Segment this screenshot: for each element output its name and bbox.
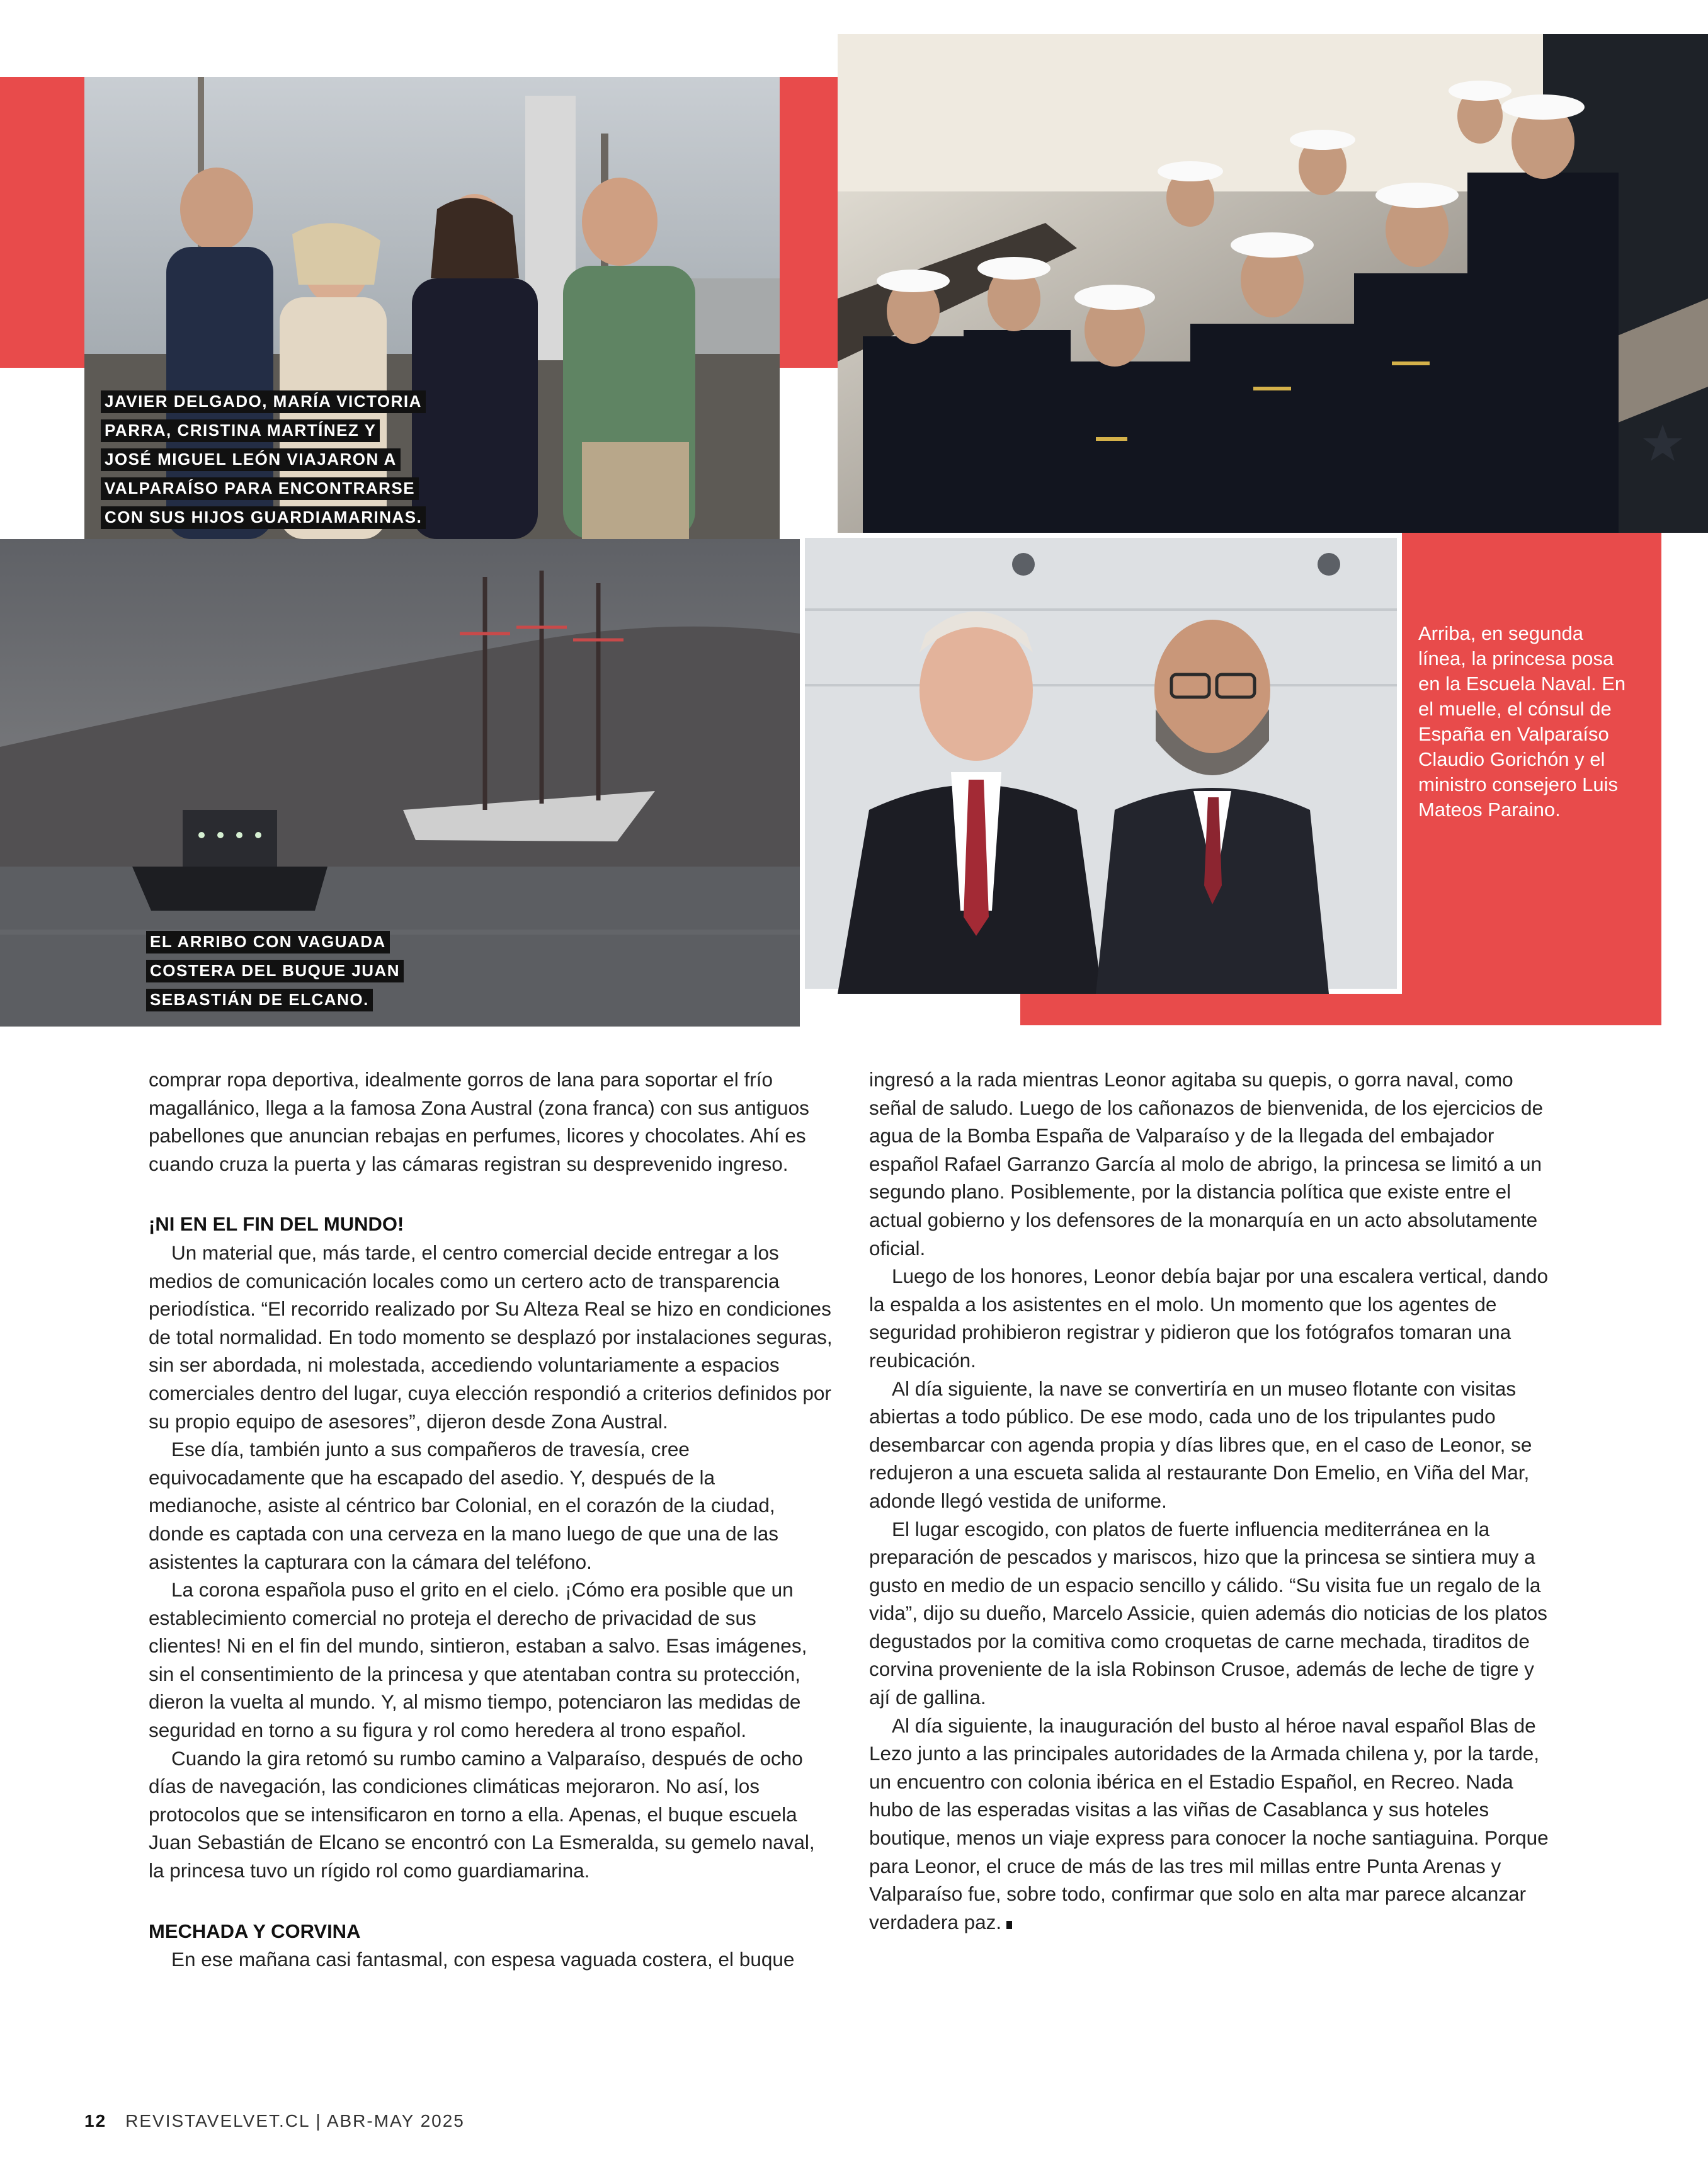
article-paragraph: Ese día, también junto a sus compañeros de travesía, cree equivocadamente que ha escapado del asedio. Y, después de la medianoche, asiste al céntrico bar Colonial, en el corazón de la ciudad, donde es captada con una cerveza en la mano luego de que una de las asistentes la capturara con la cámara del teléfono. — [149, 1438, 779, 1573]
final-paragraph-text: Al día siguiente, la inauguración del busto al héroe naval español Blas de Lezo junto a las principales autoridades de la Armada chilena y, por la tarde, un encuentro con colonia ibérica en el Estadio Español, en Recreo. Nada hubo de las esperadas visitas a las viñas de Casablanca y sus hoteles boutique, menos un viaje express para conocer la noche santiaguina. Porque para Leonor, el cruce de más de las tres mil millas entre Punta Arenas y Valparaíso fue, sobre todo, confirmar que solo en alta mar parece alcanzar verdadera paz. — [869, 1714, 1549, 1933]
naval-officers-photo — [838, 34, 1708, 533]
consul-photo — [800, 533, 1402, 994]
page-number: 12 — [84, 2111, 107, 2131]
ship-photo-caption: EL ARRIBO CON VAGUADA COSTERA DEL BUQUE JUAN SEBASTIÁN DE ELCANO. — [146, 927, 411, 1014]
article-paragraph: El lugar escogido, con platos de fuerte influencia mediterránea en la preparación de pescados y mariscos, hizo que la princesa se sintiera muy a gusto en medio de un espacio sencillo y cálido. “Su visita fue un regalo de la vida”, dijo su dueño, Marcelo Assicie, quien además dio noticias de los platos degustados por la comitiva como croquetas de carne mechada, tiraditos de corvina proveniente de la isla Robinson Crusoe, además de leche de tigre y ají de gallina. — [869, 1517, 1547, 1709]
article-left-column — [149, 1066, 834, 1974]
article-paragraph: La corona española puso el grito en el cielo. ¡Cómo era posible que un establecimiento comercial no proteja el derecho de privacidad de sus clientes! Ni en el fin del mundo, sintieron, estaban a salvo. Esas imágenes, sin el consentimiento de la princesa y que atentaban contra su protección, dieron la vuelta al mundo. Y, al mismo tiempo, potenciaron las medidas de seguridad en torno a su figura y rol como heredera al trono español. — [149, 1578, 807, 1742]
article-paragraph: ingresó a la rada mientras Leonor agitaba su quepis, o gorra naval, como señal de saludo. Luego de los cañonazos de bienvenida, de los ejercicios de agua de la Bomba España de Valparaíso y de la llegada del embajador español Rafael Garranzo García al molo de abrigo, la princesa se limitó a un segundo plano. Posiblemente, por la distancia política que existe entre el actual gobierno y los defensores de la monarquía en un acto absolutamente oficial. — [869, 1068, 1544, 1260]
page-footer — [84, 2111, 465, 2131]
family-photo-caption: JAVIER DELGADO, MARÍA VICTORIA PARRA, CRISTINA MARTÍNEZ Y JOSÉ MIGUEL LEÓN VIAJARON A VALPARAÍSO PARA ENCONTRARSE CON SUS HIJOS GUARDIAMARINAS. — [101, 387, 428, 532]
end-of-article-mark — [1006, 1921, 1012, 1929]
article-paragraph: Luego de los honores, Leonor debía bajar por una escalera vertical, dando la espalda a los asistentes en el molo. Un momento que los agentes de seguridad prohibieron registrar y pidieron que los fotógrafos tomaran una reubicación. — [869, 1265, 1548, 1372]
section-heading-fin-del-mundo: ¡NI EN EL FIN DEL MUNDO! — [149, 1213, 404, 1236]
section-heading-mechada-y-corvina: MECHADA Y CORVINA — [149, 1920, 361, 1942]
consul-photo-caption: Arriba, en segunda línea, la princesa posa en la Escuela Naval. En el muelle, el cónsul de España en Valparaíso Claudio Gorichón y el ministro consejero Luis Mateos Paraino. — [1418, 622, 1626, 821]
article-paragraph: comprar ropa deportiva, idealmente gorros de lana para soportar el frío magallánico, llega a la famosa Zona Austral (zona franca) con sus antiguos pabellones que anuncian rebajas en perfumes, licores y chocolates. Ahí es cuando cruza la puerta y las cámaras registran su desprevenido ingreso. — [149, 1068, 809, 1175]
article-paragraph: Cuando la gira retomó su rumbo camino a Valparaíso, después de ocho días de navegación, las condiciones climáticas mejoraron. No así, los protocolos que se intensificaron en torno a ella. Apenas, el buque escuela Juan Sebastián de Elcano se encontró con La Esmeralda, su gemelo naval, la princesa tuvo un rígido rol como guardiamarina. — [149, 1746, 815, 1882]
article-paragraph: En ese mañana casi fantasmal, con espesa vaguada costera, el buque — [171, 1948, 795, 1971]
article-paragraph: Al día siguiente, la nave se convertiría en un museo flotante con visitas abiertas a todo público. De ese modo, cada uno de los tripulantes pudo desembarcar con agenda propia y días libres que, en el caso de Leonor, se redujeron a una escueta salida al restaurante Don Emelio, en Viña del Mar, adonde llegó vestida de uniforme. — [869, 1377, 1532, 1512]
article-right-column — [869, 1066, 1558, 1936]
article-paragraph-final — [869, 1712, 1558, 1937]
article-paragraph: Un material que, más tarde, el centro comercial decide entregar a los medios de comunicación locales como un certero acto de transparencia periodística. “El recorrido realizado por Su Alteza Real se hizo en condiciones de total normalidad. En todo momento se desplazó por instalaciones seguras, sin ser abordada, ni molestada, accediendo voluntariamente a espacios comerciales dentro del lugar, cuya elección respondió a criterios definidos por su propio equipo de asesores”, dijeron desde Zona Austral. — [149, 1241, 833, 1433]
publication-info: REVISTAVELVET.CL | ABR-MAY 2025 — [125, 2111, 465, 2131]
